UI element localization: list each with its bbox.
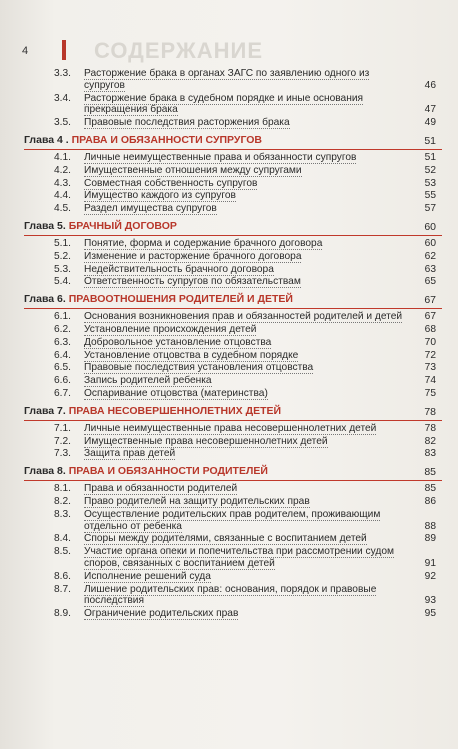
item-text: Ограничение родительских прав bbox=[84, 608, 239, 620]
item-text: Осуществление родительских прав родителем, проживающим отдельно от ребенка bbox=[84, 508, 381, 532]
toc-item bbox=[24, 324, 442, 336]
item-text-wrap bbox=[84, 483, 408, 495]
toc-item bbox=[24, 375, 442, 387]
item-number: 4.4. bbox=[54, 190, 71, 202]
toc-item bbox=[24, 483, 442, 495]
item-text: Личные неимущественные права и обязанности супругов bbox=[84, 151, 357, 163]
item-text: Расторжение брака в судебном порядке и иные основания прекращения брака bbox=[84, 92, 364, 116]
item-text: Имущество каждого из супругов bbox=[84, 190, 236, 202]
chapter-page-number: 67 bbox=[424, 294, 436, 307]
header-accent-bar bbox=[62, 40, 66, 60]
item-text-wrap bbox=[84, 350, 408, 362]
item-number: 8.1. bbox=[54, 483, 71, 495]
toc-chapter bbox=[24, 135, 442, 148]
item-text: Личные неимущественные права несовершеннолетних детей bbox=[84, 422, 377, 434]
item-text-wrap bbox=[84, 546, 408, 570]
item-number: 4.3. bbox=[54, 177, 71, 189]
toc-item bbox=[24, 584, 442, 608]
item-number: 6.2. bbox=[54, 323, 71, 335]
item-number: 3.3. bbox=[54, 68, 71, 79]
item-page-number: 74 bbox=[424, 375, 436, 387]
item-text-wrap bbox=[84, 324, 408, 336]
toc-item bbox=[24, 533, 442, 545]
item-number: 3.5. bbox=[54, 117, 71, 129]
item-page-number: 70 bbox=[424, 336, 436, 348]
item-text-wrap bbox=[84, 423, 408, 435]
item-text: Исполнение решений суда bbox=[84, 570, 211, 582]
chapter-heading bbox=[24, 466, 268, 478]
item-text: Основания возникновения прав и обязанностей родителей и детей bbox=[84, 311, 403, 323]
item-text: Раздел имущества супругов bbox=[84, 203, 217, 215]
chapter-underline bbox=[24, 480, 442, 481]
item-page-number: 91 bbox=[424, 557, 436, 569]
item-page-number: 53 bbox=[424, 177, 436, 189]
item-page-number: 62 bbox=[424, 250, 436, 262]
item-text-wrap bbox=[84, 203, 408, 215]
toc-item bbox=[24, 165, 442, 177]
item-number: 5.1. bbox=[54, 237, 71, 249]
item-number: 8.2. bbox=[54, 495, 71, 507]
item-number: 5.2. bbox=[54, 250, 71, 262]
chapter-heading bbox=[24, 294, 293, 306]
item-number: 8.7. bbox=[54, 583, 71, 595]
item-text-wrap bbox=[84, 264, 408, 276]
item-text-wrap bbox=[84, 251, 408, 263]
item-text: Участие органа опеки и попечительства при рассмотрении судом споров, связанных с воспитанием детей bbox=[84, 546, 395, 569]
item-page-number: 55 bbox=[424, 190, 436, 202]
item-text: Установление отцовства в судебном порядке bbox=[84, 349, 299, 361]
item-number: 6.3. bbox=[54, 336, 71, 348]
item-text-wrap bbox=[84, 388, 408, 400]
toc-item bbox=[24, 571, 442, 583]
toc-item bbox=[24, 203, 442, 215]
chapter-underline bbox=[24, 149, 442, 150]
item-number: 6.4. bbox=[54, 349, 71, 361]
item-text: Имущественные отношения между супругами bbox=[84, 164, 302, 176]
toc-item bbox=[24, 423, 442, 435]
toc-chapter bbox=[24, 466, 442, 479]
item-text-wrap bbox=[84, 533, 408, 545]
toc-item bbox=[24, 68, 442, 92]
toc-item bbox=[24, 276, 442, 288]
item-text: Оспаривание отцовства (материнства) bbox=[84, 387, 268, 399]
item-page-number: 89 bbox=[424, 533, 436, 545]
item-page-number: 68 bbox=[424, 323, 436, 335]
chapter-name: ПРАВА И ОБЯЗАННОСТИ РОДИТЕЛЕЙ bbox=[68, 465, 268, 478]
item-number: 6.7. bbox=[54, 387, 71, 399]
item-page-number: 57 bbox=[424, 203, 436, 215]
chapter-underline bbox=[24, 308, 442, 309]
item-text-wrap bbox=[84, 311, 408, 323]
item-text-wrap bbox=[84, 190, 408, 202]
item-page-number: 49 bbox=[424, 117, 436, 129]
item-text-wrap bbox=[84, 509, 408, 533]
toc-item bbox=[24, 546, 442, 570]
page-title: СОДЕРЖАНИЕ bbox=[94, 38, 264, 63]
toc-item bbox=[24, 337, 442, 349]
item-number: 4.1. bbox=[54, 151, 71, 163]
toc-item bbox=[24, 496, 442, 508]
chapter-name: ПРАВА НЕСОВЕРШЕННОЛЕТНИХ ДЕТЕЙ bbox=[68, 404, 282, 417]
item-number: 6.5. bbox=[54, 362, 71, 374]
toc-item bbox=[24, 448, 442, 460]
item-page-number: 47 bbox=[424, 104, 436, 116]
toc-item bbox=[24, 311, 442, 323]
item-number: 8.4. bbox=[54, 533, 71, 545]
item-number: 4.2. bbox=[54, 164, 71, 176]
item-number: 8.6. bbox=[54, 570, 71, 582]
item-page-number: 73 bbox=[424, 362, 436, 374]
item-text: Добровольное установление отцовства bbox=[84, 336, 272, 348]
item-page-number: 82 bbox=[424, 435, 436, 447]
toc-chapter bbox=[24, 406, 442, 419]
toc-item bbox=[24, 251, 442, 263]
chapter-underline bbox=[24, 420, 442, 421]
toc-item bbox=[24, 190, 442, 202]
item-number: 7.2. bbox=[54, 435, 71, 447]
item-text-wrap bbox=[84, 375, 408, 387]
chapter-name: ПРАВА И ОБЯЗАННОСТИ СУПРУГОВ bbox=[71, 133, 263, 146]
item-text: Права и обязанности родителей bbox=[84, 483, 238, 495]
item-number: 3.4. bbox=[54, 92, 71, 104]
item-page-number: 93 bbox=[424, 595, 436, 607]
item-number: 5.3. bbox=[54, 263, 71, 275]
item-text: Имущественные права несовершеннолетних детей bbox=[84, 435, 328, 447]
item-text: Лишение родительских прав: основания, порядок и правовые последствия bbox=[84, 583, 377, 607]
item-text: Изменение и расторжение брачного договора bbox=[84, 250, 302, 262]
chapter-underline bbox=[24, 235, 442, 236]
chapter-heading bbox=[24, 135, 262, 147]
item-page-number: 46 bbox=[424, 79, 436, 91]
toc-item bbox=[24, 178, 442, 190]
item-page-number: 75 bbox=[424, 387, 436, 399]
item-text: Ответственность супругов по обязательствам bbox=[84, 276, 301, 288]
toc-item bbox=[24, 436, 442, 448]
item-number: 7.1. bbox=[54, 422, 71, 434]
item-page-number: 86 bbox=[424, 495, 436, 507]
chapter-label: Глава 8. bbox=[24, 465, 69, 478]
item-page-number: 60 bbox=[424, 237, 436, 249]
item-number: 8.9. bbox=[54, 608, 71, 620]
item-text-wrap bbox=[84, 436, 408, 448]
toc-item bbox=[24, 117, 442, 129]
item-page-number: 85 bbox=[424, 483, 436, 495]
item-text-wrap bbox=[84, 93, 408, 117]
toc-item bbox=[24, 509, 442, 533]
item-text-wrap bbox=[84, 337, 408, 349]
toc-item bbox=[24, 362, 442, 374]
item-text-wrap bbox=[84, 571, 408, 583]
chapter-label: Глава 5. bbox=[24, 219, 69, 232]
item-text-wrap bbox=[84, 68, 408, 92]
item-text-wrap bbox=[84, 165, 408, 177]
item-text: Запись родителей ребенка bbox=[84, 375, 212, 387]
item-text-wrap bbox=[84, 276, 408, 288]
toc-item bbox=[24, 608, 442, 620]
item-text: Споры между родителями, связанные с воспитанием детей bbox=[84, 533, 367, 545]
item-text: Расторжение брака в органах ЗАГС по заявлению одного из супругов bbox=[84, 68, 370, 91]
item-text-wrap bbox=[84, 608, 408, 620]
toc-item bbox=[24, 238, 442, 250]
item-text-wrap bbox=[84, 448, 408, 460]
item-text-wrap bbox=[84, 117, 408, 129]
table-of-contents bbox=[24, 68, 442, 621]
chapter-page-number: 51 bbox=[424, 135, 436, 148]
item-text: Установление происхождения детей bbox=[84, 323, 257, 335]
item-number: 7.3. bbox=[54, 448, 71, 460]
item-text-wrap bbox=[84, 152, 408, 164]
item-page-number: 78 bbox=[424, 422, 436, 434]
item-text-wrap bbox=[84, 178, 408, 190]
chapter-label: Глава 7. bbox=[24, 404, 69, 417]
item-page-number: 65 bbox=[424, 276, 436, 288]
item-page-number: 52 bbox=[424, 164, 436, 176]
item-number: 4.5. bbox=[54, 203, 71, 215]
chapter-heading bbox=[24, 221, 177, 233]
item-number: 8.5. bbox=[54, 546, 71, 558]
chapter-page-number: 78 bbox=[424, 405, 436, 418]
page-number: 4 bbox=[22, 45, 29, 57]
item-text: Совместная собственность супругов bbox=[84, 177, 258, 189]
toc-item bbox=[24, 152, 442, 164]
item-text-wrap bbox=[84, 362, 408, 374]
item-page-number: 83 bbox=[424, 448, 436, 460]
item-page-number: 72 bbox=[424, 349, 436, 361]
chapter-label: Глава 6. bbox=[24, 293, 69, 306]
item-page-number: 95 bbox=[424, 608, 436, 620]
item-number: 8.3. bbox=[54, 508, 71, 520]
item-text-wrap bbox=[84, 584, 408, 608]
item-page-number: 88 bbox=[424, 520, 436, 532]
toc-chapter bbox=[24, 294, 442, 307]
item-page-number: 92 bbox=[424, 570, 436, 582]
page-header bbox=[22, 40, 442, 62]
item-page-number: 51 bbox=[424, 151, 436, 163]
item-number: 5.4. bbox=[54, 276, 71, 288]
toc-item bbox=[24, 350, 442, 362]
toc-item bbox=[24, 264, 442, 276]
item-text: Недействительность брачного договора bbox=[84, 263, 274, 275]
chapter-page-number: 85 bbox=[424, 466, 436, 479]
chapter-label: Глава 4 . bbox=[24, 133, 72, 146]
item-number: 6.6. bbox=[54, 375, 71, 387]
item-page-number: 67 bbox=[424, 311, 436, 323]
item-text: Понятие, форма и содержание брачного договора bbox=[84, 237, 323, 249]
chapter-name: БРАЧНЫЙ ДОГОВОР bbox=[68, 219, 177, 232]
item-text-wrap bbox=[84, 238, 408, 250]
item-number: 6.1. bbox=[54, 311, 71, 323]
toc-item bbox=[24, 388, 442, 400]
item-text: Правовые последствия расторжения брака bbox=[84, 117, 290, 129]
item-text: Право родителей на защиту родительских прав bbox=[84, 495, 310, 507]
item-page-number: 63 bbox=[424, 263, 436, 275]
item-text: Защита прав детей bbox=[84, 448, 176, 460]
item-text: Правовые последствия установления отцовства bbox=[84, 362, 314, 374]
chapter-heading bbox=[24, 406, 281, 418]
chapter-name: ПРАВООТНОШЕНИЯ РОДИТЕЛЕЙ И ДЕТЕЙ bbox=[68, 293, 293, 306]
toc-chapter bbox=[24, 221, 442, 234]
chapter-page-number: 60 bbox=[424, 221, 436, 234]
toc-item bbox=[24, 93, 442, 117]
item-text-wrap bbox=[84, 496, 408, 508]
